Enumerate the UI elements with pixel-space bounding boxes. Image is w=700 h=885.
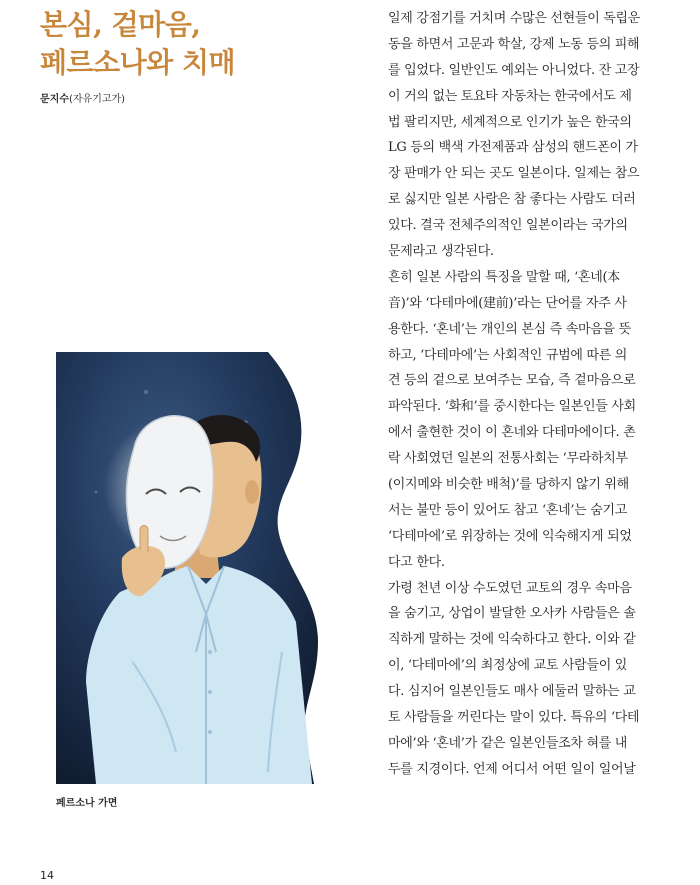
figure-caption: 페르소나 가면 <box>56 798 118 809</box>
article-title-line-2: 페르소나와 치매 <box>40 46 236 79</box>
body-line: 을 숨기고, 상업이 발달한 오사카 사람들은 솔 <box>388 606 636 622</box>
body-line: 있다. 결국 전체주의적인 일본이라는 국가의 <box>388 218 628 234</box>
body-line: 서는 불만 등이 있어도 참고 ‘혼네’는 숨기고 <box>388 502 628 518</box>
body-line: 문제라고 생각된다. <box>388 244 494 260</box>
body-line: (이지메와 비슷한 배척)’를 당하지 않기 위해 <box>388 477 629 493</box>
body-line: 법 팔리지만, 세계적으로 인기가 높은 한국의 <box>388 114 632 130</box>
article-title <box>40 6 370 82</box>
body-line: 에서 출현한 것이 이 혼네와 다테마에이다. 촌 <box>388 425 636 441</box>
author-role: (자유기고가) <box>68 94 126 105</box>
persona-mask-illustration <box>56 352 322 784</box>
article-body <box>388 6 683 783</box>
body-line: 견 등의 겉으로 보여주는 모습, 즉 겉마음으로 <box>388 373 636 389</box>
body-line: 로 싫지만 일본 사람은 참 좋다는 사람도 더러 <box>388 192 636 208</box>
body-line: 하고, ‘다테마에’는 사회적인 규범에 따른 의 <box>388 347 628 363</box>
body-line: 파악된다. ‘화和’를 중시한다는 일본인들 사회 <box>388 399 636 415</box>
page-number: 14 <box>40 869 54 882</box>
body-line: 다고 한다. <box>388 554 445 570</box>
body-line: 토 사람들을 꺼린다는 말이 있다. 특유의 ‘다테 <box>388 710 640 726</box>
body-line: 두를 지경이다. 언제 어디서 어떤 일이 일어날 <box>388 761 636 777</box>
body-line: 音)’와 ‘다테마에(建前)’라는 단어를 자주 사 <box>388 295 627 311</box>
author-name: 문지수 <box>40 94 69 105</box>
body-line: 용한다. ‘혼네’는 개인의 본심 즉 속마음을 뜻 <box>388 321 631 337</box>
body-line: 를 입었다. 일반인도 예외는 아니었다. 잔 고장 <box>388 62 640 78</box>
body-line: 다. 심지어 일본인들도 매사 에둘러 말하는 교 <box>388 684 636 700</box>
body-line: ‘다테마에’로 위장하는 것에 익숙해지게 되었 <box>388 528 632 544</box>
body-line: 직하게 말하는 것에 익숙하다고 한다. 이와 같 <box>388 632 636 648</box>
body-line: 마에’와 ‘혼네’가 같은 일본인들조차 혀를 내 <box>388 735 628 751</box>
body-line: LG 등의 백색 가전제품과 삼성의 핸드폰이 가 <box>388 140 638 156</box>
article-title-line-1: 본심, 겉마음, <box>40 8 201 41</box>
body-line: 일제 강점기를 거치며 수많은 선현들이 독립운 <box>388 11 641 26</box>
body-line: 가령 천년 이상 수도였던 교토의 경우 속마음 <box>388 580 632 596</box>
body-line: 락 사회였던 일본의 전통사회는 ‘무라하치부 <box>388 451 628 467</box>
body-line: 이 거의 없는 토요타 자동차는 한국에서도 제 <box>388 88 632 104</box>
body-line: 동을 하면서 고문과 학살, 강제 노동 등의 피해 <box>388 36 640 52</box>
byline <box>40 90 125 105</box>
body-line: 장 판매가 안 되는 곳도 일본이다. 일제는 참으 <box>388 166 640 182</box>
body-line: 흔히 일본 사람의 특징을 말할 때, ‘혼네(本 <box>388 269 621 285</box>
body-line: 이, ‘다테마에’의 최정상에 교토 사람들이 있 <box>388 658 628 674</box>
